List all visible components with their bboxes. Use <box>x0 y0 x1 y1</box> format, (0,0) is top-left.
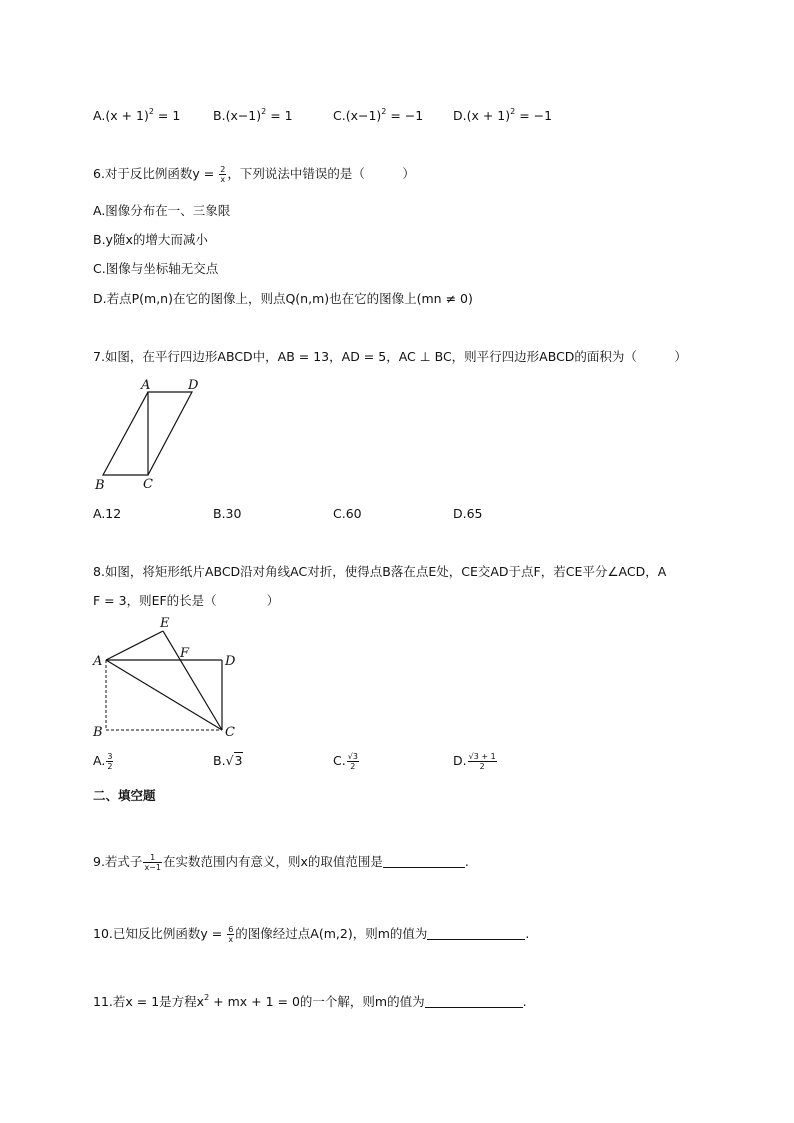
q5-option-d <box>453 103 552 125</box>
option-letter: B. <box>213 108 226 123</box>
exponent: 2 <box>204 993 210 1002</box>
radicand: 3 <box>473 752 479 761</box>
fraction-numerator: 2 <box>220 165 226 174</box>
fraction <box>143 853 162 872</box>
fraction <box>106 752 113 771</box>
q10-stem <box>93 925 529 944</box>
label-b: B <box>95 478 105 493</box>
label-a: A <box>93 654 103 669</box>
q6-option-c: C.图像与坐标轴无交点 <box>93 261 219 276</box>
q8-option-b <box>213 752 243 770</box>
fraction-numerator: 3 <box>107 752 113 761</box>
fraction-denominator: 2 <box>107 762 113 771</box>
q9-stem <box>93 853 469 872</box>
diagonal-ac <box>106 660 222 730</box>
option-base: (x + 1) <box>466 108 511 123</box>
option-rest: = 1 <box>153 108 181 123</box>
q6-stem <box>93 165 415 184</box>
fraction-numerator: √3 <box>347 752 358 761</box>
fraction-denominator: x <box>220 175 226 184</box>
radicand: 3 <box>234 753 243 768</box>
label-c: C <box>225 725 235 740</box>
q5-option-c <box>333 103 423 125</box>
option-letter: A. <box>93 753 106 768</box>
q5-option-a <box>93 103 180 125</box>
stem-text: 6.对于反比例函数y = <box>93 166 219 181</box>
option-exponent: 2 <box>148 107 154 116</box>
q7-option-c: C.60 <box>333 506 362 521</box>
fraction <box>347 752 359 771</box>
q8-option-d <box>453 752 498 771</box>
q6-option-d: D.若点P(m,n)在它的图像上，则点Q(n,m)也在它的图像上(mn ≠ 0) <box>93 291 473 306</box>
answer-blank[interactable] <box>383 853 465 868</box>
radicand: 3 <box>352 752 358 761</box>
q6-option-a: A.图像分布在一、三象限 <box>93 203 231 218</box>
fraction-numerator: 1 <box>143 853 162 863</box>
segment-ec <box>163 631 222 730</box>
option-rest: = 1 <box>266 108 293 123</box>
label-c: C <box>143 477 153 492</box>
stem-text: 9.若式子 <box>93 854 143 869</box>
answer-blank[interactable] <box>427 925 525 940</box>
q5-option-b <box>213 103 293 125</box>
option-exponent: 2 <box>381 107 387 116</box>
fraction <box>219 165 226 184</box>
stem-text: 10.已知反比例函数y = <box>93 926 227 941</box>
section-title-fill-in: 二、填空题 <box>93 788 156 803</box>
label-e: E <box>160 616 170 631</box>
q8-option-a <box>93 752 114 771</box>
q8-stem-line1: 8.如图，将矩形纸片ABCD沿对角线AC对折，使得点B落在点E处，CE交AD于点F，若CE平分∠ACD，A <box>93 564 667 579</box>
fraction-numerator: 6 <box>228 925 234 934</box>
label-a: A <box>141 378 151 393</box>
label-b: B <box>93 725 103 740</box>
stem-end: . <box>522 994 527 1009</box>
fraction-denominator: 2 <box>350 762 356 771</box>
option-letter: D. <box>453 108 467 123</box>
option-letter: B. <box>213 753 226 768</box>
option-rest: = −1 <box>386 108 424 123</box>
stem-text: + mx + 1 = 0的一个解，则m的值为 <box>209 994 425 1009</box>
fraction <box>227 925 234 944</box>
sqrt: √3 <box>225 753 243 768</box>
answer-blank[interactable] <box>425 993 523 1008</box>
option-base: (x + 1) <box>105 108 149 123</box>
q8-rectangle-fold-figure <box>88 612 258 742</box>
stem-text: ，下列说法中错误的是（ ） <box>227 166 415 181</box>
option-exponent: 2 <box>261 107 267 116</box>
segment-ae <box>106 631 163 660</box>
option-rest: = −1 <box>515 108 553 123</box>
stem-end: . <box>525 926 530 941</box>
fraction-denominator: 2 <box>479 762 485 771</box>
fraction-denominator: x <box>228 935 234 944</box>
q7-parallelogram-figure <box>90 372 230 494</box>
q7-option-d: D.65 <box>453 506 483 521</box>
stem-text: 11.若x = 1是方程x <box>93 994 205 1009</box>
option-base: (x−1) <box>225 108 262 123</box>
option-letter: A. <box>93 108 106 123</box>
q7-option-b: B.30 <box>213 506 242 521</box>
q8-option-c <box>333 752 360 771</box>
q7-stem: 7.如图，在平行四边形ABCD中，AB = 13，AD = 5，AC ⊥ BC，则平行四边形ABCD的面积为（ ） <box>93 349 687 364</box>
label-d: D <box>225 654 236 669</box>
stem-text: 的图像经过点A(m,2)，则m的值为 <box>235 926 428 941</box>
numerator-rest: + 1 <box>478 752 496 761</box>
fraction-denominator: x−1 <box>144 863 161 872</box>
option-base: (x−1) <box>345 108 382 123</box>
option-letter: D. <box>453 753 467 768</box>
fraction <box>468 752 497 771</box>
stem-end: . <box>464 854 469 869</box>
option-letter: C. <box>333 753 346 768</box>
stem-text: 在实数范围内有意义，则x的取值范围是 <box>162 854 383 869</box>
q6-option-b: B.y随x的增大而减小 <box>93 232 208 247</box>
fraction-numerator: √3 + 1 <box>468 752 496 761</box>
option-exponent: 2 <box>510 107 516 116</box>
label-f: F <box>180 646 190 661</box>
option-letter: C. <box>333 108 346 123</box>
q7-option-a: A.12 <box>93 506 122 521</box>
label-d: D <box>188 378 199 393</box>
q11-stem <box>93 989 527 1011</box>
q8-stem-line2: F = 3，则EF的长是（ ） <box>93 593 280 608</box>
